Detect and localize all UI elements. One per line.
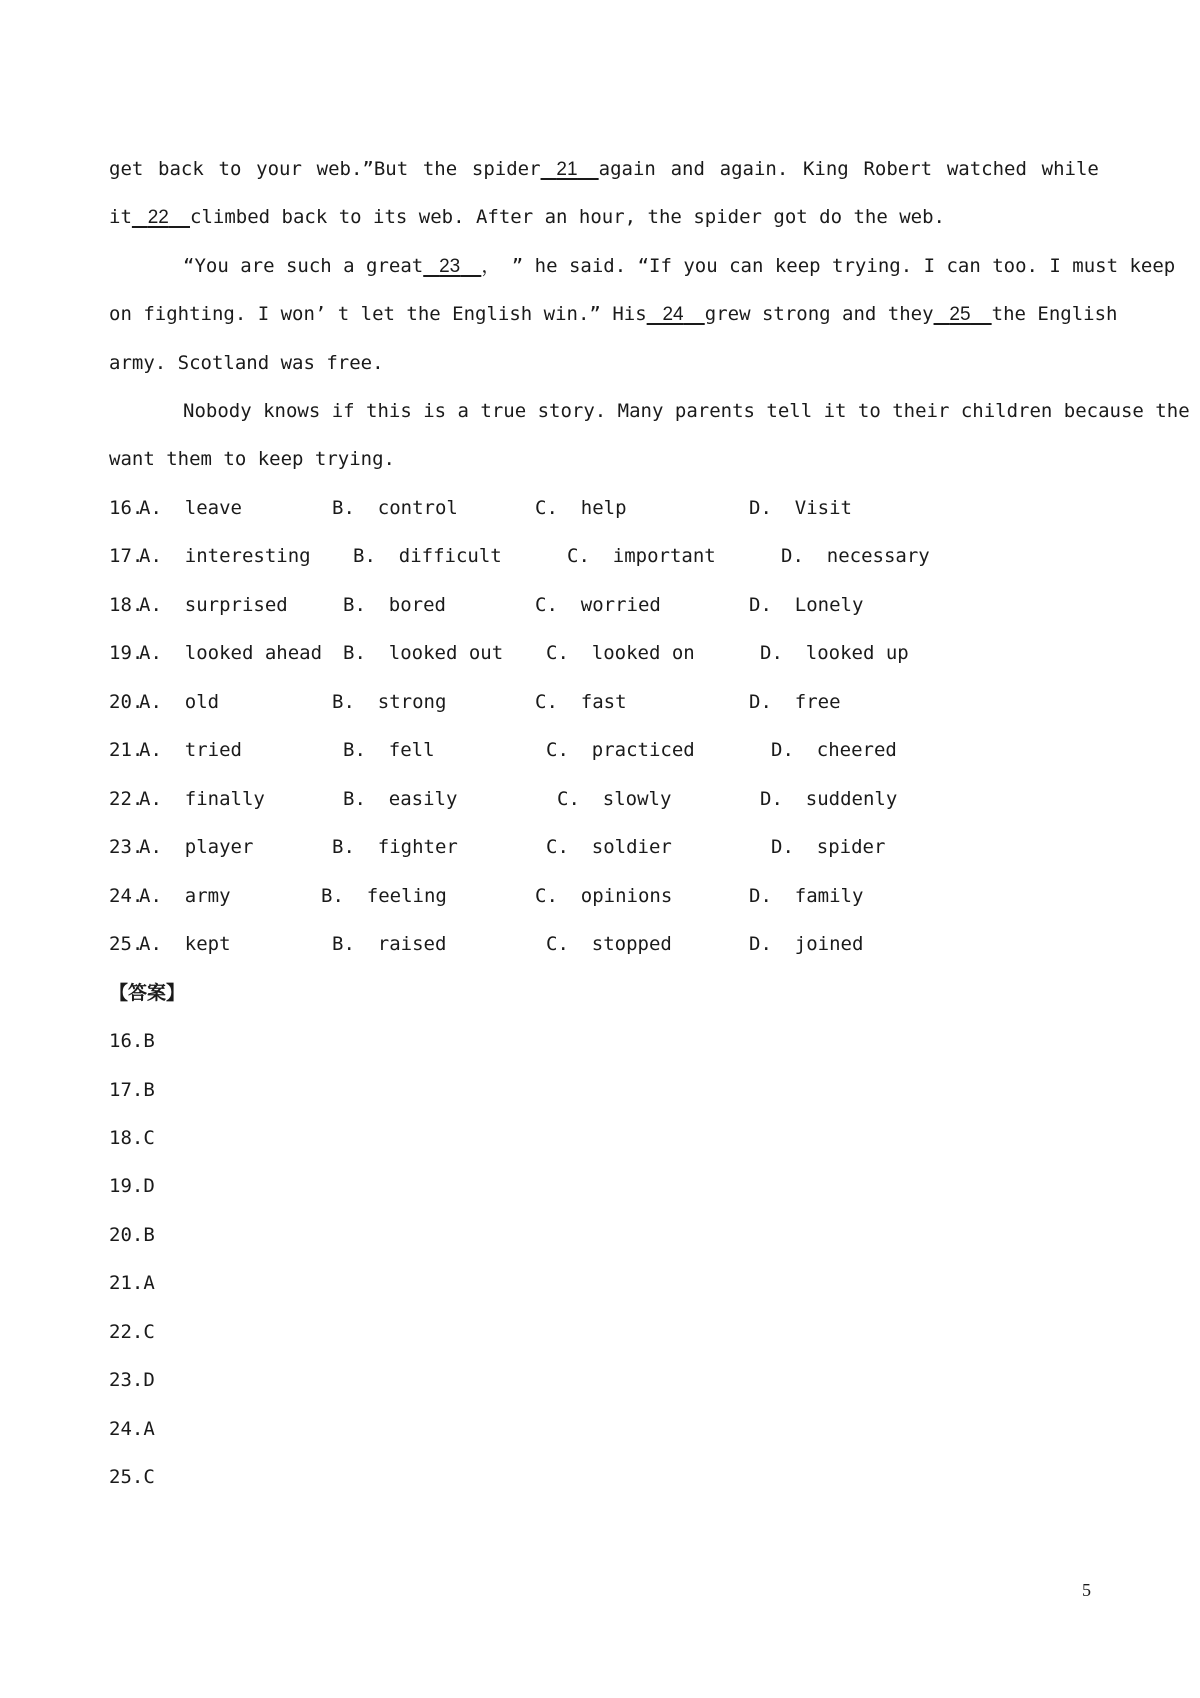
option-c: C. opinions [535,885,673,907]
option-d: D. Visit [749,497,852,519]
answer-item: 16.B [109,1030,155,1052]
option-d: D. family [749,885,864,907]
question-17: 17. A. interesting B. difficult C. important D. necessary [109,545,930,567]
word: King [802,158,849,180]
option-b: B. difficult [353,545,502,567]
passage-line-2: it 22 climbed back to its web. After an hour, the spider got do the web. [109,204,1099,231]
option-a: A. player [139,836,254,858]
answer-item: 22.C [109,1321,155,1343]
option-a: A. old [139,691,220,713]
option-b: B. fighter [332,836,458,858]
answer-heading: 【答案】 [109,982,186,1004]
option-c: C. fast [535,691,627,713]
option-a: A. army [139,885,231,907]
option-b: B. easily [343,788,458,810]
option-a: A. looked ahead [139,642,323,664]
question-19: 19. A. looked ahead B. looked out C. looked on D. looked up [109,642,909,664]
blank-25: 25 [949,304,971,325]
option-d: D. suddenly [760,788,898,810]
passage-line-6: Nobody knows if this is a true story. Many parents tell it to their children because the [183,400,1190,422]
option-d: D. spider [771,836,886,858]
option-b: B. control [332,497,458,519]
question-20: 20. A. old B. strong C. fast D. free [109,691,841,713]
question-22: 22. A. finally B. easily C. slowly D. suddenly [109,788,898,810]
option-a: A. surprised [139,594,288,616]
blank-24: 24 [662,304,684,325]
passage-line-3: “You are such a great 23 ， ” he said. “If you can keep trying. I can too. I must keep [109,253,1099,280]
answer-item: 19.D [109,1175,155,1197]
passage-line-4: on fighting. I won’ t let the English win.” His 24 grew strong and they 25 the English [109,301,1099,328]
word: web.”But [316,158,409,180]
option-a: A. finally [139,788,265,810]
option-b: B. feeling [321,885,447,907]
option-d: D. cheered [771,739,897,761]
answer-item: 21.A [109,1272,155,1294]
question-16: 16. A. leave B. control C. help D. Visit [109,497,852,519]
page-number: 5 [1082,1580,1091,1600]
passage-line-1 [109,156,1099,183]
option-b: B. raised [332,933,447,955]
option-c: C. looked on [546,642,695,664]
option-c: C. practiced [546,739,695,761]
word: Robert [863,158,933,180]
option-b: B. strong [332,691,447,713]
word: watched [946,158,1027,180]
word: your [256,158,302,180]
option-c: C. worried [535,594,661,616]
word: to [218,158,242,180]
word: while [1041,158,1099,180]
option-b: B. looked out [343,642,504,664]
option-c: C. soldier [546,836,672,858]
passage-line-5: army. Scotland was free. [109,352,384,374]
blank-21: 21 [556,159,578,180]
question-21: 21. A. tried B. fell C. practiced D. cheered [109,739,897,761]
blank-22: 22 [147,207,169,228]
option-a: A. leave [139,497,242,519]
question-24: 24. A. army B. feeling C. opinions D. family [109,885,864,907]
option-d: D. necessary [781,545,930,567]
answer-item: 24.A [109,1418,155,1440]
passage-line-7: want them to keep trying. [109,448,395,470]
question-18: 18. A. surprised B. bored C. worried D. Lonely [109,594,864,616]
word: the [422,158,458,180]
option-d: D. looked up [760,642,909,664]
option-c: C. slowly [557,788,672,810]
option-a: A. kept [139,933,231,955]
option-d: D. free [749,691,841,713]
option-c: C. stopped [546,933,672,955]
word: back [158,158,204,180]
answer-item: 25.C [109,1466,155,1488]
word: get [109,158,144,180]
word: again [598,158,656,180]
option-a: A. interesting [139,545,311,567]
word: and [670,158,705,180]
question-23: 23. A. player B. fighter C. soldier D. spider [109,836,886,858]
option-b: B. fell [343,739,435,761]
option-c: C. help [535,497,627,519]
blank-23: 23 [439,256,461,277]
answer-item: 20.B [109,1224,155,1246]
option-b: B. bored [343,594,446,616]
word: again. [719,158,789,180]
answer-item: 18.C [109,1127,155,1149]
option-a: A. tried [139,739,242,761]
option-c: C. important [567,545,716,567]
option-d: D. joined [749,933,864,955]
answer-item: 17.B [109,1079,155,1101]
question-25: 25. A. kept B. raised C. stopped D. joined [109,933,864,955]
answer-item: 23.D [109,1369,155,1391]
option-d: D. Lonely [749,594,864,616]
word: spider [471,158,541,180]
